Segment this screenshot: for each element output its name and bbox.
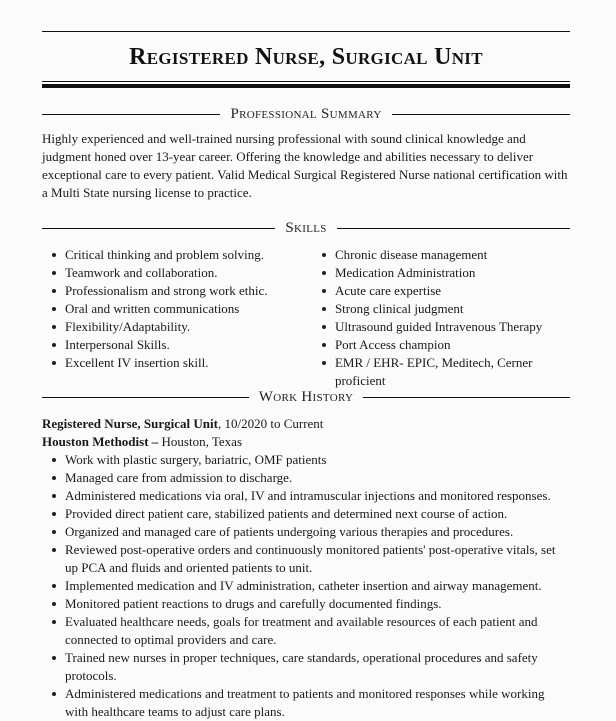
skill-item: Interpersonal Skills.	[65, 336, 312, 354]
skills-column-left	[65, 246, 312, 390]
job-duty-item: Managed care from admission to discharge.	[65, 469, 570, 487]
job-location: Houston, Texas	[158, 434, 243, 449]
section-label: Skills	[285, 220, 327, 236]
resume-title: Registered Nurse, Surgical Unit	[129, 44, 483, 70]
job-title-line	[42, 415, 323, 433]
section-label: Professional Summary	[230, 106, 382, 122]
skills-column-right	[335, 246, 570, 390]
job-dates: , 10/2020 to Current	[217, 416, 324, 431]
header-top-rule	[42, 31, 570, 32]
job-duty-item: Reviewed post-operative orders and continuously monitored patients' post-operative vitals, set up PCA and fluids and oriented patients to unit.	[65, 541, 570, 577]
skill-item: Critical thinking and problem solving.	[65, 246, 312, 264]
job-duty-item: Monitored patient reactions to drugs and carefully documented findings.	[65, 595, 570, 613]
heading-rule-left	[42, 397, 249, 398]
job-duties-list	[65, 451, 570, 721]
job-duty-item: Provided direct patient care, stabilized patients and determined next course of action.	[65, 505, 570, 523]
skill-item: Excellent IV insertion skill.	[65, 354, 312, 372]
heading-rule-right	[392, 114, 570, 115]
heading-rule-right	[363, 397, 570, 398]
section-heading-summary	[42, 104, 570, 124]
skill-item: Flexibility/Adaptability.	[65, 318, 312, 336]
skill-item: Strong clinical judgment	[335, 300, 570, 318]
summary-paragraph: Highly experienced and well-trained nursing professional with sound clinical knowledge and judgment honed over 13-year career. Offering the knowledge and abilities necessary to deliver exceptional care to every patient. Valid Medical Surgical Registered Nurse national certification with a Multi State nursing license to practice.	[42, 131, 568, 200]
heading-rule-right	[337, 228, 570, 229]
skill-item: Oral and written communications	[65, 300, 312, 318]
job-company: Houston Methodist –	[42, 434, 159, 449]
heading-rule-left	[42, 228, 275, 229]
skill-item: Professionalism and strong work ethic.	[65, 282, 312, 300]
section-label: Work History	[258, 389, 354, 405]
job-duty-item: Organized and managed care of patients undergoing various therapies and procedures.	[65, 523, 570, 541]
header-bottom-rule-thin	[42, 81, 570, 82]
section-heading-skills	[42, 218, 570, 238]
job-duty-item: Implemented medication and IV administration, catheter insertion and airway management.	[65, 577, 570, 595]
skill-item: Medication Administration	[335, 264, 570, 282]
skill-item: Port Access champion	[335, 336, 570, 354]
header-bottom-rule-thick	[42, 84, 570, 88]
job-duty-item: Trained new nurses in proper techniques, care standards, operational procedures and safety protocols.	[65, 649, 570, 685]
section-heading-work-history	[42, 387, 570, 407]
job-duty-item: Administered medications and treatment to patients and monitored responses while working with healthcare teams to adjust care plans.	[65, 685, 570, 721]
skill-item: EMR / EHR- EPIC, Meditech, Cerner proficient	[335, 354, 570, 390]
heading-rule-left	[42, 114, 220, 115]
job-duty-item: Work with plastic surgery, bariatric, OMF patients	[65, 451, 570, 469]
job-position: Registered Nurse, Surgical Unit	[42, 416, 218, 431]
skills-list	[42, 246, 570, 390]
job-company-line	[42, 433, 242, 451]
skill-item: Teamwork and collaboration.	[65, 264, 312, 282]
job-duty-item: Administered medications via oral, IV and intramuscular injections and monitored responses.	[65, 487, 570, 505]
job-duty-item: Evaluated healthcare needs, goals for treatment and available resources of each patient and connected to optimal providers and care.	[65, 613, 570, 649]
skill-item: Ultrasound guided Intravenous Therapy	[335, 318, 570, 336]
skill-item: Chronic disease management	[335, 246, 570, 264]
skill-item: Acute care expertise	[335, 282, 570, 300]
